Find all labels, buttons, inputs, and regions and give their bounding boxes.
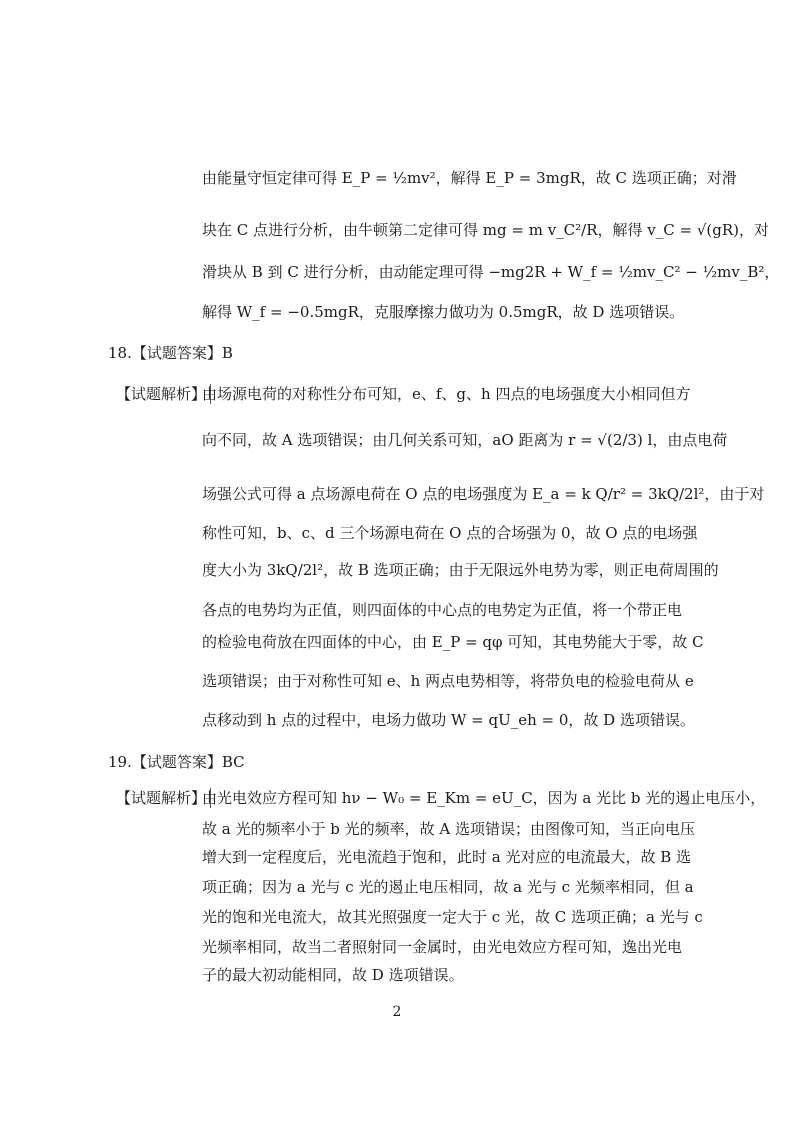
- q19-analysis-tag: 【试题解析】: [116, 788, 211, 808]
- q18-line-8: 选项错误；由于对称性可知 e、h 两点电势相等，将带负电的检验电荷从 e: [202, 672, 694, 690]
- q19-line-3: 增大到一定程度后，光电流趋于饱和，此时 a 光对应的电流最大，故 B 选: [202, 848, 692, 866]
- q18-line-9: 点移动到 h 点的过程中，电场力做功 W = qU_eh = 0，故 D 选项错误。: [202, 711, 695, 729]
- q18-line-1: 由场源电荷的对称性分布可知，e、f、g、h 四点的电场强度大小相同但方: [202, 385, 691, 403]
- q19-line-4: 项正确；因为 a 光与 c 光的遏止电压相同，故 a 光与 c 光频率相同，但 a: [202, 878, 694, 896]
- q19-line-5: 光的饱和光电流大，故其光照强度一定大于 c 光，故 C 选项正确；a 光与 c: [202, 908, 703, 926]
- page-number: 2: [392, 1004, 402, 1020]
- q19-answer-heading: 19.【试题答案】BC: [108, 753, 245, 771]
- q19-line-1: 由光电效应方程可知 hν − W₀ = E_Km = eU_C，因为 a 光比 b 光的遏止电压小，: [202, 789, 766, 807]
- q17-line-2: 块在 C 点进行分析，由牛顿第二定律可得 mg = m v_C²/R，解得 v_C = √(gR)，对: [202, 221, 769, 239]
- q19-line-2: 故 a 光的频率小于 b 光的频率，故 A 选项错误；由图像可知，当正向电压: [202, 820, 695, 838]
- q18-line-2: 向不同，故 A 选项错误；由几何关系可知，aO 距离为 r = √(2/3) l，由点电荷: [202, 431, 728, 449]
- q18-line-5: 度大小为 3kQ/2l²，故 B 选项正确；由于无限远外电势为零，则正电荷周围的: [202, 561, 719, 579]
- q17-line-1: 由能量守恒定律可得 E_P = ½mv²，解得 E_P = 3mgR，故 C 选项正确；对滑: [202, 169, 737, 187]
- q19-line-7: 子的最大初动能相同，故 D 选项错误。: [202, 966, 464, 984]
- q18-analysis-tag: 【试题解析】: [116, 384, 211, 404]
- q17-line-4: 解得 W_f = −0.5mgR，克服摩擦力做功为 0.5mgR，故 D 选项错误。: [202, 303, 685, 321]
- q19-line-6: 光频率相同，故当二者照射同一金属时，由光电效应方程可知，逸出光电: [202, 938, 683, 956]
- q18-line-7: 的检验电荷放在四面体的中心，由 E_P = qφ 可知，其电势能大于零，故 C: [202, 633, 704, 651]
- q18-line-4: 称性可知，b、c、d 三个场源电荷在 O 点的合场强为 0，故 O 点的电场强: [202, 524, 698, 542]
- q18-line-3: 场强公式可得 a 点场源电荷在 O 点的电场强度为 E_a = k Q/r² = 3kQ/2l²，由于对: [202, 485, 765, 503]
- q17-line-3: 滑块从 B 到 C 进行分析，由动能定理可得 −mg2R + W_f = ½mv_C² − ½mv_B²，: [202, 263, 780, 281]
- q18-line-6: 各点的电势均为正值，则四面体的中心点的电势定为正值，将一个带正电: [202, 601, 683, 619]
- q18-answer-heading: 18.【试题答案】B: [108, 344, 233, 362]
